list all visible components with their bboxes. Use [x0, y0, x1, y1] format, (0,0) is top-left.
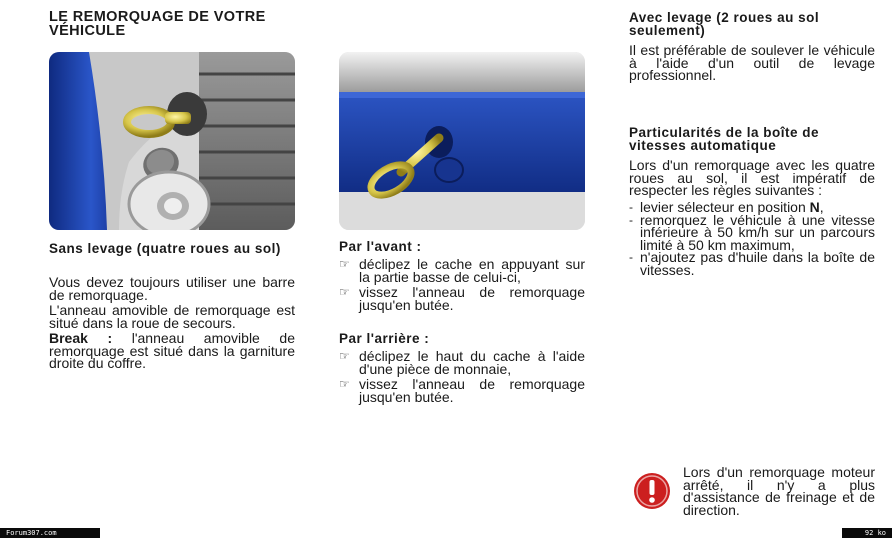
break-paragraph — [49, 332, 295, 370]
dash-bullet: - — [629, 200, 633, 214]
section-levage-body: Il est préférable de soulever le véhicule à l'aide d'un outil de levage professionnel. — [629, 42, 875, 83]
front-hook-photo — [49, 52, 295, 230]
pointing-hand-icon: ☞ — [339, 257, 350, 271]
section-sans-levage-title: Sans levage (quatre roues au sol) — [49, 241, 281, 256]
section-auto-intro: Lors d'un remorquage avec les quatre roues au sol, il est impératif de respecter les règles suivantes : — [629, 157, 875, 198]
front-hook-illustration — [49, 52, 295, 230]
section-arriere-title: Par l'arrière : — [339, 331, 430, 346]
section-sans-levage-body — [49, 276, 295, 373]
dash-bullet: - — [629, 250, 633, 264]
pointing-hand-icon: ☞ — [339, 285, 350, 299]
pointing-hand-icon: ☞ — [339, 349, 350, 363]
sans-levage-p1: Vous devez toujours utiliser une barre de remorquage. — [49, 274, 295, 303]
pointing-hand-icon: ☞ — [339, 377, 350, 391]
auto-rule-2: - remorquez le véhicule à une vitesse inférieure à 50 km/h sur un parcours limité à 50 km maximum, — [629, 211, 875, 253]
auto-rule-1: - levier sélecteur en position N, — [629, 199, 824, 215]
avant-item-2: ☞ vissez l'anneau de remorquage jusqu'en butée. — [339, 284, 585, 313]
auto-rules-list — [629, 201, 875, 276]
rear-hook-photo — [339, 52, 585, 230]
auto-rule-3: - n'ajoutez pas d'huile dans la boîte de vitesses. — [629, 249, 875, 278]
section-avant-title: Par l'avant : — [339, 239, 422, 254]
dash-bullet: - — [629, 212, 633, 227]
avant-list — [339, 258, 585, 314]
arriere-item-1: ☞ déclipez le haut du cache à l'aide d'une pièce de monnaie, — [339, 348, 585, 377]
page-title: LE REMORQUAGE DE VOTRE VÉHICULE — [49, 9, 266, 39]
sans-levage-p2: L'anneau amovible de remorquage est situé dans la roue de secours. — [49, 302, 295, 331]
avant-item-1: ☞ déclipez le cache en appuyant sur la partie basse de celui-ci, — [339, 256, 585, 285]
footer-left-bar: Forum307.com — [0, 528, 100, 538]
section-auto-title: Particularités de la boîte de vitesses automatique — [629, 125, 820, 153]
section-levage-title: Avec levage (2 roues au sol seulement) — [629, 10, 820, 38]
break-text: l'anneau amovible de remorquage est situé dans la garniture droite du coffre. — [49, 330, 295, 371]
footer-right-bar: 92 ko — [842, 528, 892, 538]
rear-hook-illustration — [339, 52, 585, 230]
warning-icon — [633, 472, 671, 510]
arriere-item-2: ☞ vissez l'anneau de remorquage jusqu'en butée. — [339, 376, 585, 405]
arriere-list — [339, 350, 585, 406]
break-label: Break : — [49, 330, 113, 346]
warning-text: Lors d'un remorquage moteur arrêté, il n'y a plus d'assistance de freinage et de direction. — [683, 464, 875, 518]
